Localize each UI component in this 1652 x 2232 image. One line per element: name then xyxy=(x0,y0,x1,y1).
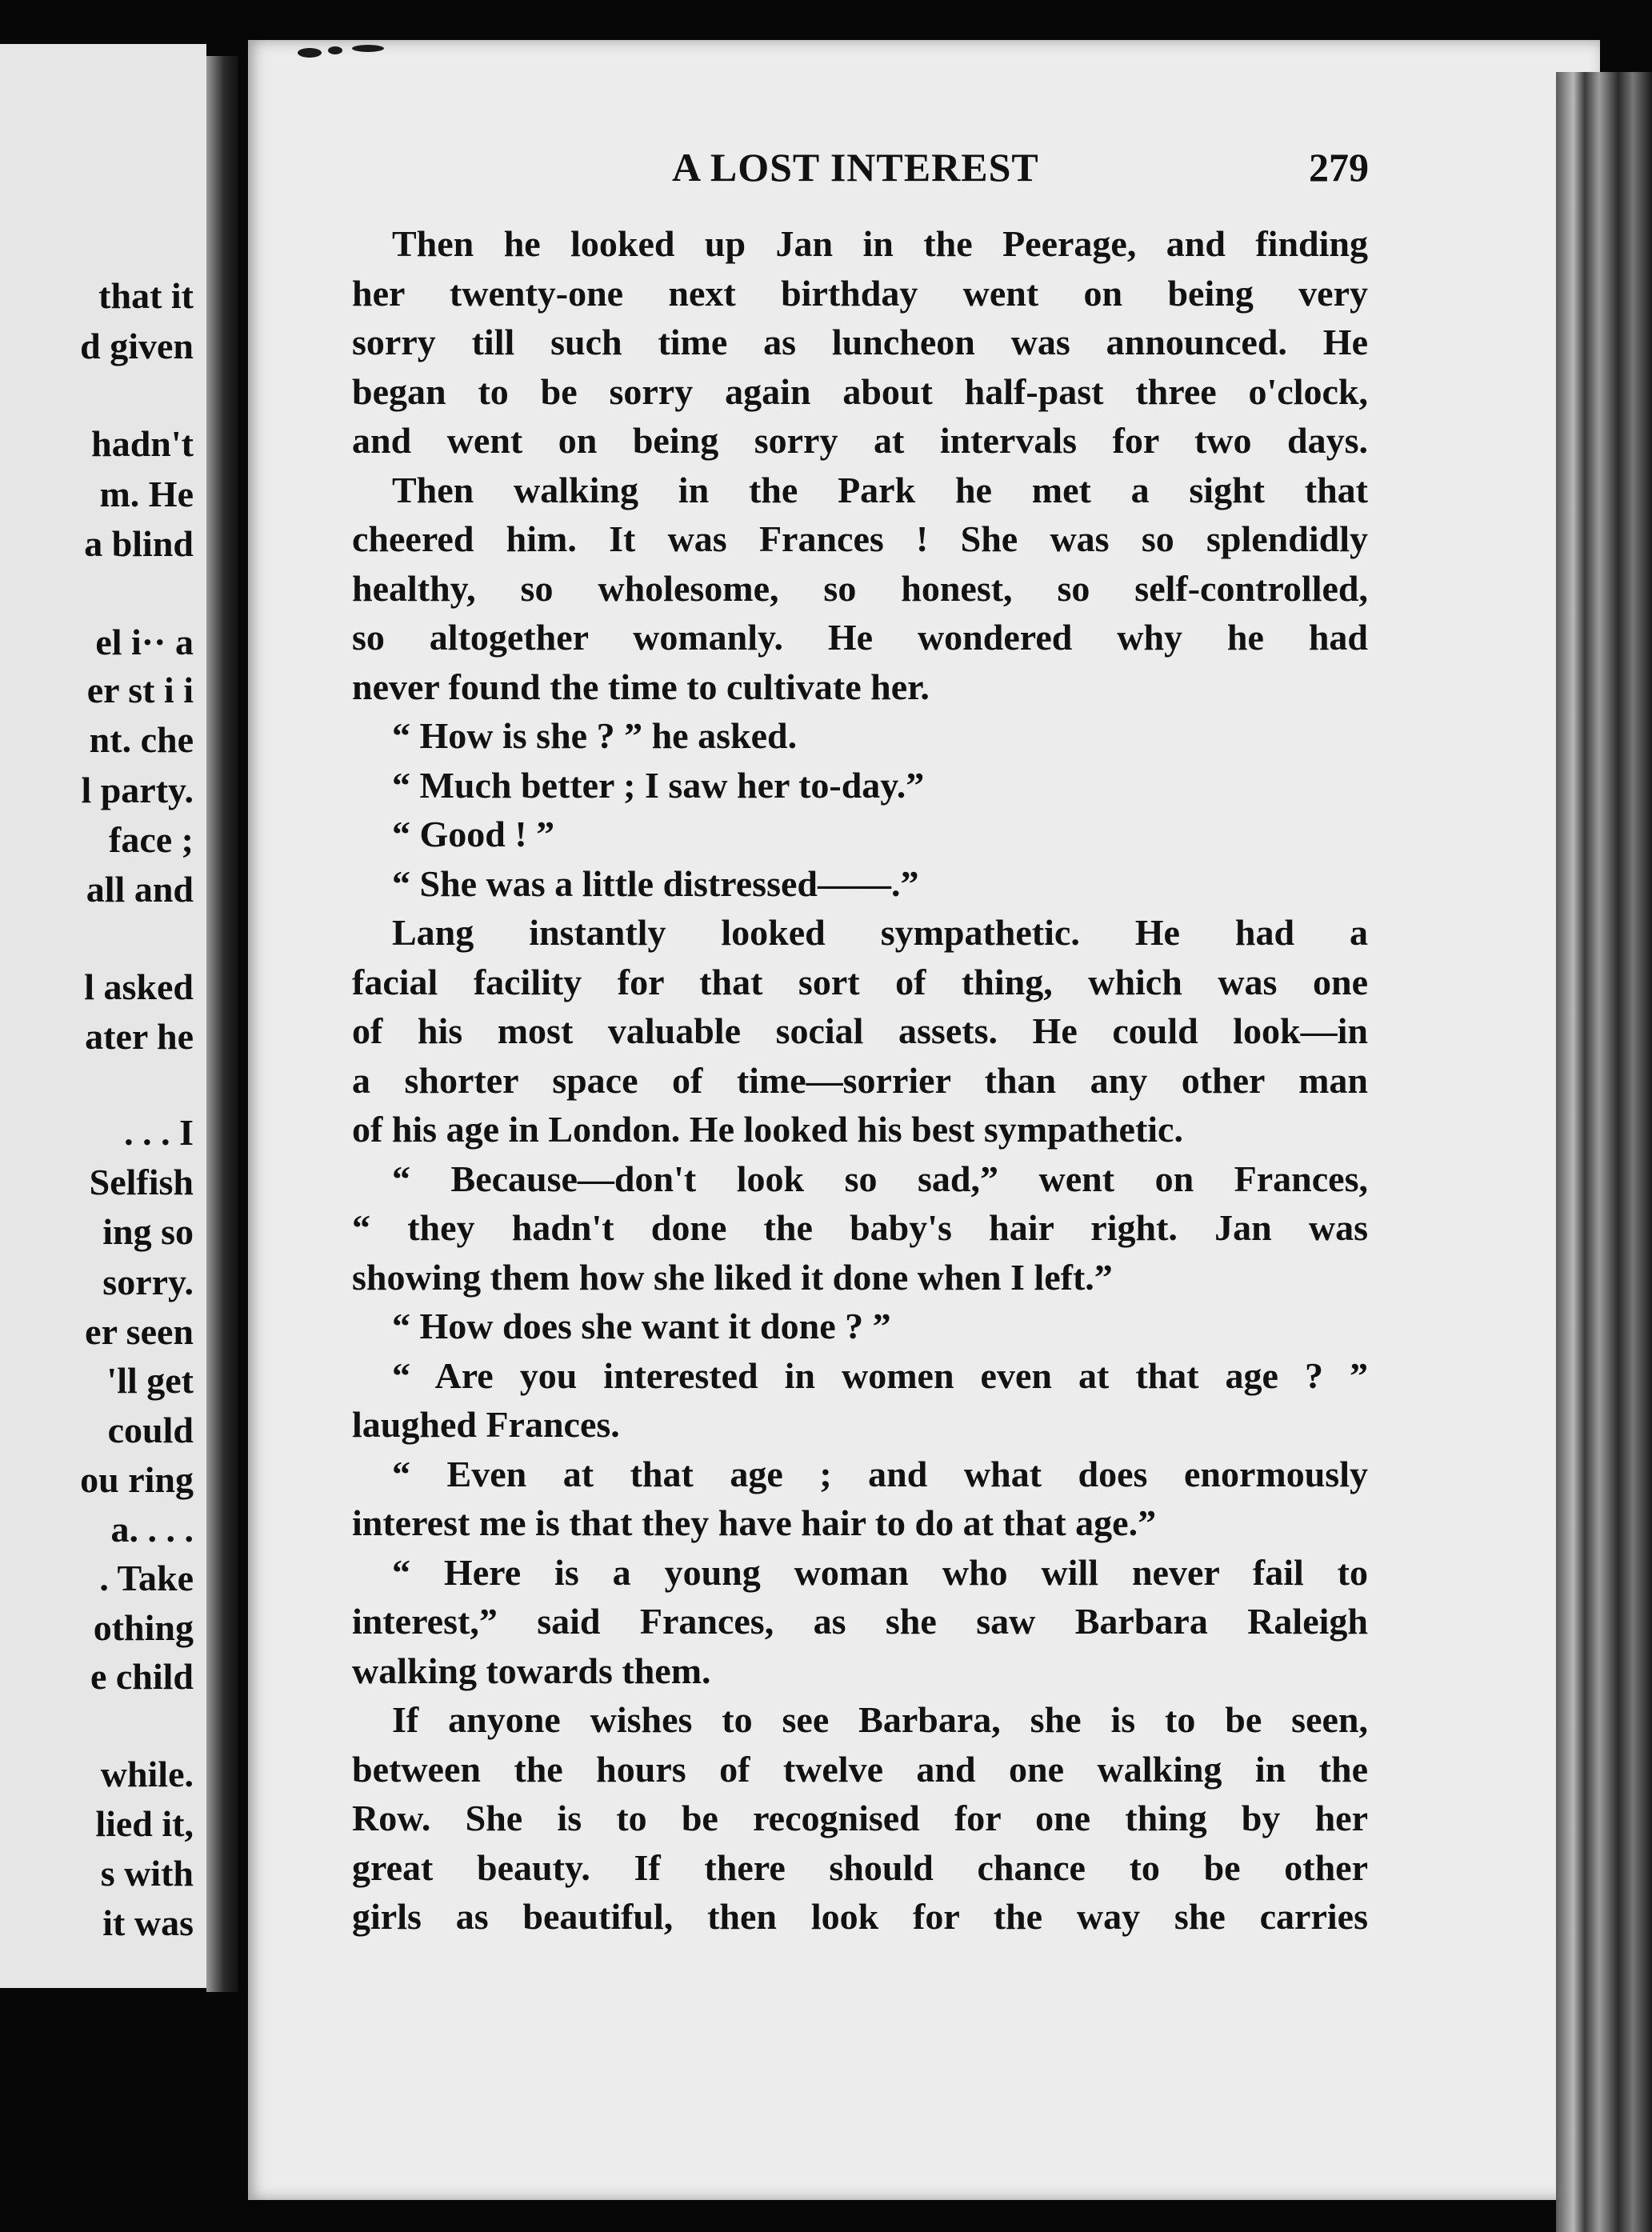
left-page-line: m. He xyxy=(99,474,194,514)
text-line: great beauty. If there should chance to be other xyxy=(352,1846,1368,1888)
text-line: “ How does she want it done ? ” xyxy=(392,1306,891,1346)
book-gutter xyxy=(206,56,238,1992)
text-line: “ How is she ? ” he asked. xyxy=(392,715,798,756)
text-line: began to be sorry again about half-past three o'clock, xyxy=(352,370,1368,412)
text-line: “ Much better ; I saw her to-day.” xyxy=(392,764,925,806)
text-line: and went on being sorry at intervals for two days. xyxy=(352,420,1368,461)
left-page-line: sorry. xyxy=(102,1262,194,1302)
text-line: laughed Frances. xyxy=(352,1404,620,1445)
text-line: interest me is that they have hair to do at that age.” xyxy=(352,1502,1157,1543)
left-page-line: othing xyxy=(93,1607,194,1648)
left-page-line: face ; xyxy=(109,819,194,860)
left-page-line: d given xyxy=(80,326,194,366)
text-line: healthy, so wholesome, so honest, so self-controlled, xyxy=(352,567,1368,609)
left-page-line: . Take xyxy=(99,1558,194,1598)
left-page-line: el i·· a xyxy=(95,622,194,662)
text-line: between the hours of twelve and one walking in the xyxy=(352,1748,1368,1790)
text-line: her twenty-one next birthday went on being very xyxy=(352,272,1368,314)
left-page-line: ing so xyxy=(102,1211,194,1252)
text-line: “ they hadn't done the baby's hair right. Jan was xyxy=(352,1207,1368,1248)
text-line: Row. She is to be recognised for one thing by her xyxy=(352,1798,1368,1838)
text-line: cheered him. It was Frances ! She was so splendidly xyxy=(352,518,1368,559)
text-line: “ Are you interested in women even at that age ? ” xyxy=(392,1354,1368,1396)
left-page-line: all and xyxy=(86,869,194,910)
left-page-line: that it xyxy=(98,275,194,316)
scan-speck xyxy=(352,45,384,52)
text-line: never found the time to cultivate her. xyxy=(352,666,930,707)
running-head: A LOST INTEREST xyxy=(672,145,1039,190)
left-page-line: s with xyxy=(100,1853,194,1894)
text-line: a shorter space of time—sorrier than any other man xyxy=(352,1059,1368,1101)
text-line: facial facility for that sort of thing, which was one xyxy=(352,961,1368,1002)
left-page-line: it was xyxy=(102,1902,194,1943)
left-page-line: could xyxy=(107,1410,194,1450)
left-page xyxy=(0,44,206,1988)
left-page-line: ater he xyxy=(85,1016,194,1057)
left-page-line: nt. che xyxy=(89,719,194,760)
left-page-line: 'll get xyxy=(106,1360,194,1401)
left-page-line: l party. xyxy=(81,770,194,810)
left-page-line: . . . I xyxy=(124,1112,194,1153)
text-line: so altogether womanly. He wondered why he had xyxy=(352,617,1368,658)
text-line: “ Even at that age ; and what does enormously xyxy=(392,1453,1368,1494)
scan-speck xyxy=(328,46,342,54)
text-line: “ Here is a young woman who will never fail to xyxy=(392,1551,1368,1593)
text-line: Then he looked up Jan in the Peerage, and finding xyxy=(392,223,1368,264)
page-edges xyxy=(1556,72,1652,2232)
left-page-line: e child xyxy=(90,1656,194,1697)
text-line: “ Because—don't look so sad,” went on Frances, xyxy=(392,1158,1368,1199)
left-page-line: lied it, xyxy=(95,1803,194,1844)
left-page-line: hadn't xyxy=(91,423,194,464)
text-line: Lang instantly looked sympathetic. He had a xyxy=(392,912,1368,953)
page-number: 279 xyxy=(1309,145,1369,190)
text-line: sorry till such time as luncheon was announced. He xyxy=(352,322,1368,362)
left-page-line: while. xyxy=(100,1754,194,1794)
text-line: “ She was a little distressed——.” xyxy=(392,862,919,904)
text-line: If anyone wishes to see Barbara, she is to be seen, xyxy=(392,1699,1368,1740)
left-page-line: a blind xyxy=(84,523,194,564)
text-line: of his most valuable social assets. He could look—in xyxy=(352,1010,1368,1051)
text-line: Then walking in the Park he met a sight that xyxy=(392,469,1368,510)
left-page-line: ou ring xyxy=(80,1459,194,1500)
left-page-line: Selfish xyxy=(89,1162,194,1202)
scan-speck xyxy=(298,48,322,58)
text-line: showing them how she liked it done when I left.” xyxy=(352,1256,1113,1298)
text-line: girls as beautiful, then look for the way she carries xyxy=(352,1896,1368,1937)
text-line: “ Good ! ” xyxy=(392,814,555,854)
text-line: walking towards them. xyxy=(352,1650,711,1691)
left-page-line: l asked xyxy=(84,966,194,1007)
text-line: interest,” said Frances, as she saw Barbara Raleigh xyxy=(352,1601,1368,1642)
left-page-line: er st i i xyxy=(86,670,194,710)
left-page-line: er seen xyxy=(85,1311,194,1352)
left-page-line: a. . . . xyxy=(110,1509,194,1550)
text-line: of his age in London. He looked his best sympathetic. xyxy=(352,1109,1183,1150)
